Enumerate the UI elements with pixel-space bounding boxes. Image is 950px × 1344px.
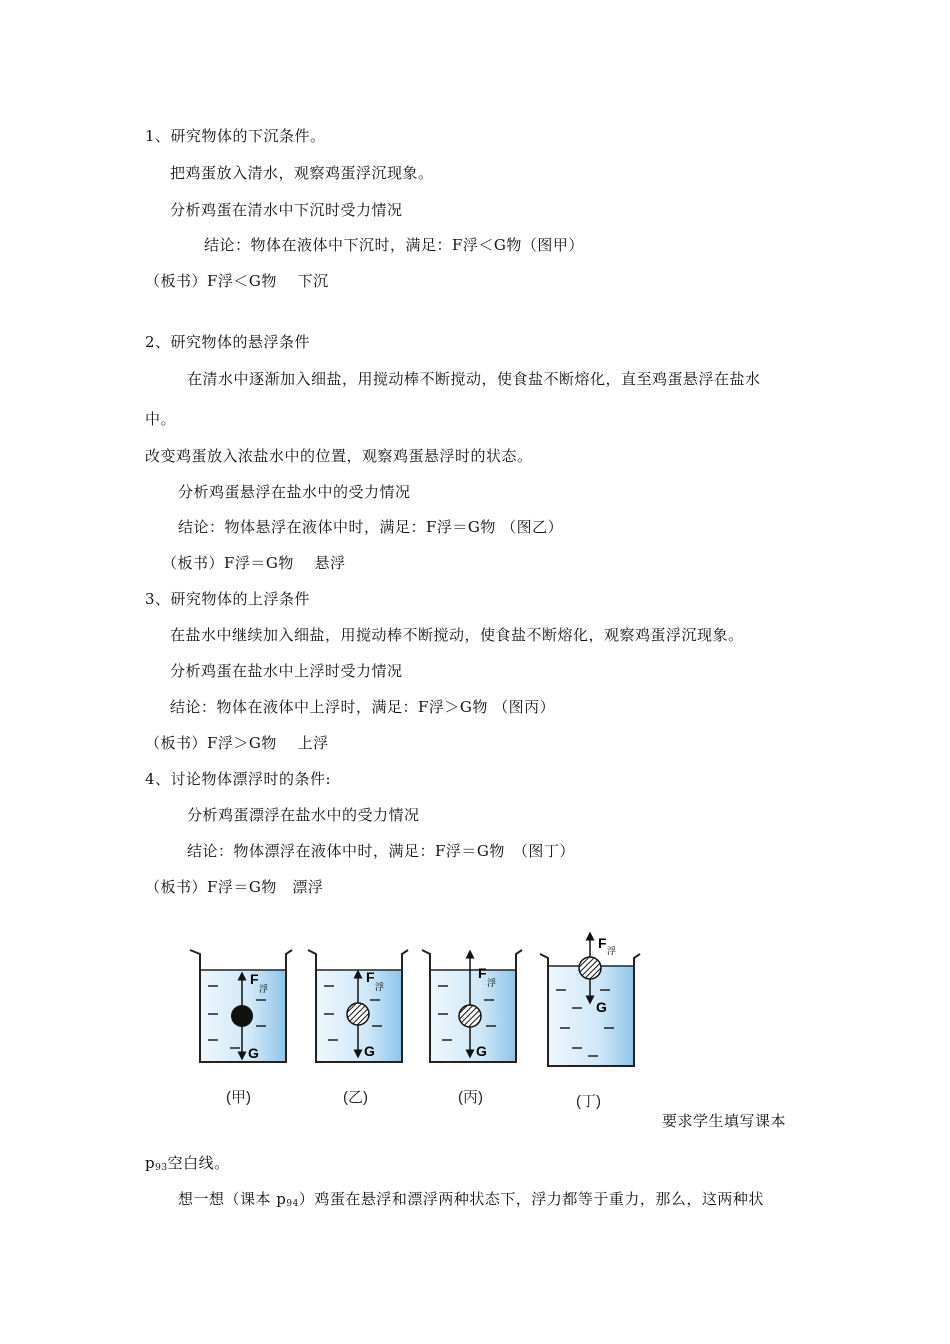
text-line	[178, 1189, 764, 1214]
egg-hatched	[347, 1003, 369, 1025]
beaker-ding	[540, 935, 640, 1066]
conclusion-line: 结论：物体在液体中上浮时，满足：F浮＞G物 （图丙）	[170, 698, 556, 716]
text-line: 分析鸡蛋在清水中下沉时受力情况	[170, 201, 403, 219]
board-line: （板书）F浮＜G物 下沉	[145, 272, 329, 290]
text-line: 中。	[145, 410, 177, 428]
page-ref: 94	[286, 1199, 299, 1209]
text-line	[145, 1153, 230, 1178]
egg-hatched	[459, 1005, 481, 1027]
force-f-sub: 浮	[259, 984, 269, 994]
heading-floating: 4、讨论物体漂浮时的条件:	[145, 770, 332, 788]
text-line: 分析鸡蛋漂浮在盐水中的受力情况	[187, 806, 420, 824]
page-ref: 93	[155, 1163, 168, 1173]
text-line: 在盐水中继续加入细盐，用搅动棒不断搅动，使食盐不断熔化，观察鸡蛋浮沉现象。	[170, 626, 744, 644]
caption-ding: (丁)	[576, 1093, 601, 1110]
force-f-sub: 浮	[487, 978, 497, 988]
egg-hatched	[579, 957, 601, 979]
heading-suspension: 2、研究物体的悬浮条件	[145, 333, 311, 351]
beaker-jia	[190, 950, 292, 1062]
text-run: p	[145, 1154, 156, 1172]
text-line: 分析鸡蛋悬浮在盐水中的受力情况	[178, 483, 411, 501]
force-g-label: G	[364, 1043, 375, 1059]
force-f-label: F	[366, 969, 375, 985]
board-line: （板书）F浮＝G物 漂浮	[145, 878, 324, 896]
text-run: ）鸡蛋在悬浮和漂浮两种状态下，浮力都等于重力，那么，这两种状	[298, 1190, 764, 1208]
conclusion-line: 结论：物体漂浮在液体中时，满足：F浮＝G物 （图丁）	[187, 842, 575, 860]
text-run: 想一想（课本 p	[178, 1190, 287, 1208]
force-f-label: F	[250, 971, 259, 987]
force-g-label: G	[248, 1045, 259, 1061]
force-g-label: G	[596, 999, 607, 1015]
conclusion-line: 结论：物体在液体中下沉时，满足：F浮＜G物（图甲）	[204, 236, 584, 254]
heading-rising: 3、研究物体的上浮条件	[145, 590, 311, 608]
caption-jia: (甲)	[226, 1089, 251, 1106]
board-line: （板书）F浮＝G物 悬浮	[162, 554, 346, 572]
text-line: 分析鸡蛋在盐水中上浮时受力情况	[170, 662, 403, 680]
text-line: 在清水中逐渐加入细盐，用搅动棒不断搅动，使食盐不断熔化，直至鸡蛋悬浮在盐水	[187, 370, 761, 388]
egg-solid	[231, 1005, 253, 1027]
text-line: 要求学生填写课本	[662, 1112, 787, 1130]
text-line: 把鸡蛋放入清水，观察鸡蛋浮沉现象。	[170, 164, 434, 182]
force-f-sub: 浮	[607, 946, 617, 956]
caption-bing: (丙)	[458, 1089, 483, 1106]
heading-sinking: 1、研究物体的下沉条件。	[145, 127, 326, 145]
text-line: 改变鸡蛋放入浓盐水中的位置，观察鸡蛋悬浮时的状态。	[145, 447, 533, 465]
beakers-figure	[180, 930, 650, 1080]
board-line: （板书）F浮＞G物 上浮	[145, 734, 329, 752]
caption-yi: (乙)	[343, 1089, 368, 1106]
text-run: 空白线。	[167, 1154, 230, 1172]
force-f-label: F	[478, 965, 487, 981]
force-g-label: G	[476, 1043, 487, 1059]
force-f-label: F	[598, 935, 607, 951]
beaker-bing	[422, 950, 522, 1062]
force-f-sub: 浮	[375, 982, 385, 992]
conclusion-line: 结论：物体悬浮在液体中时，满足：F浮＝G物 （图乙）	[178, 518, 564, 536]
beaker-yi	[308, 950, 408, 1062]
